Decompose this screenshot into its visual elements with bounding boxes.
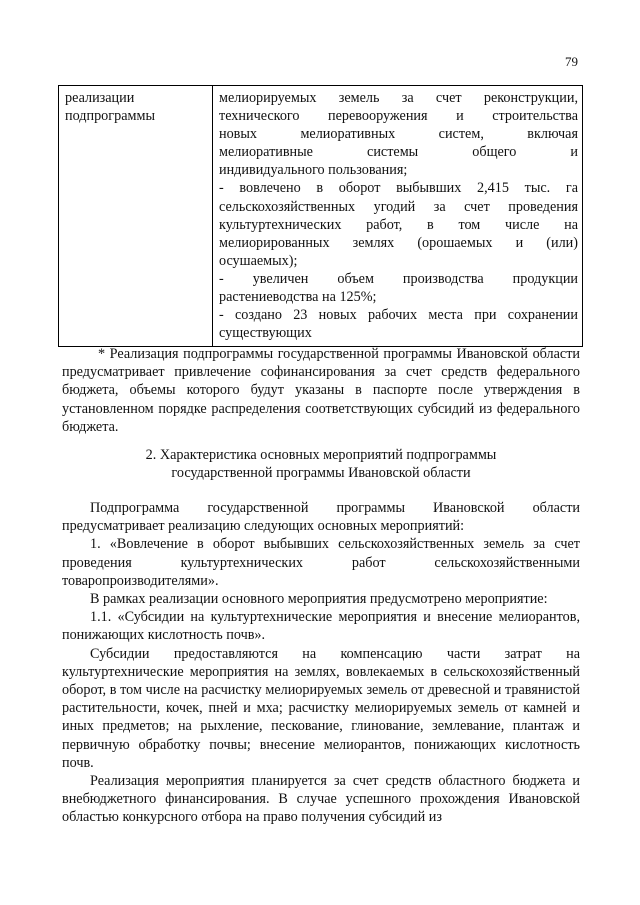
table-cell-line: растениеводства на 125%; [219,289,377,306]
table-cell-line: - создано 23 новых рабочих места при сохранении [219,307,578,324]
table-cell-left [59,86,213,347]
section-heading-line: 2. Характеристика основных мероприятий подпрограммы [145,447,497,463]
table-cell-text: реализации [65,90,135,106]
paragraph: 1.1. «Субсидии на культуртехнические мероприятия и внесение мелиорантов, понижающих кислотность почв». [62,609,580,644]
table-cell-line: осушаемых); [219,252,298,269]
table-cell-right [213,86,583,347]
paragraph: Субсидии предоставляются на компенсацию части затрат на культуртехнические мероприятия на землях, вовлекаемых в сельскохозяйственный оборот, в том числе на расчистку мелиорируемых земель от древесной и травянистой растительности, кочек, пней и мха; расчистку мелиорируемых земель от камней и иных предметов; на рыхление, пескование, глинование, землевание, плантаж и первичную обработку почвы; внесение мелиорантов, понижающих кислотность почв. [62,645,580,771]
table-cell-line: сельскохозяйственных угодий за счет проведения [219,198,578,215]
paragraph: Подпрограмма государственной программы Ивановской области предусматривает реализацию следующих основных мероприятий: [62,500,580,535]
paragraph: Реализация мероприятия планируется за счет средств областного бюджета и внебюджетного финансирования. В случае успешного прохождения Ивановской областью конкурсного отбора на право получения субсидий из [62,773,580,826]
table-cell-line: технического перевооружения и строительства [219,108,578,125]
body-text [62,499,580,827]
table-cell-line: - увеличен объем производства продукции [219,270,578,287]
table-cell-line: мелиоративные системы общего и [219,144,578,161]
footnote: * Реализация подпрограммы государственной программы Ивановской области предусматривает привлечение софинансирования за счет средств федерального бюджета, объемы которого будут указаны в паспорте после утверждения в установленном порядке распределения соответствующих субсидий из федерального бюджета. [62,346,580,435]
paragraph: 1. «Вовлечение в оборот выбывших сельскохозяйственных земель за счет проведения культуртехнических работ сельскохозяйственными товаропроизводителями». [62,536,580,589]
table-cell-text: подпрограммы [65,108,155,125]
table-cell-line: - вовлечено в оборот выбывших 2,415 тыс. га [219,180,578,197]
section-heading [62,446,580,482]
page-number: 79 [565,54,578,69]
table-cell-line: существующих [219,325,312,342]
section-heading-line: государственной программы Ивановской области [171,465,471,482]
table-cell-line: мелиорированных землях (орошаемых и (или) [219,234,578,251]
table-cell-line: новых мелиоративных систем, включая [219,126,578,143]
program-table [58,85,583,347]
table-cell-line: индивидуального пользования; [219,162,408,179]
table-row [59,86,583,347]
table-cell-line: культуртехнических работ, в том числе на [219,216,578,233]
table-cell-line: мелиорируемых земель за счет реконструкции, [219,90,578,106]
paragraph: В рамках реализации основного мероприятия предусмотрено мероприятие: [90,591,548,608]
footnote-block [62,345,580,436]
